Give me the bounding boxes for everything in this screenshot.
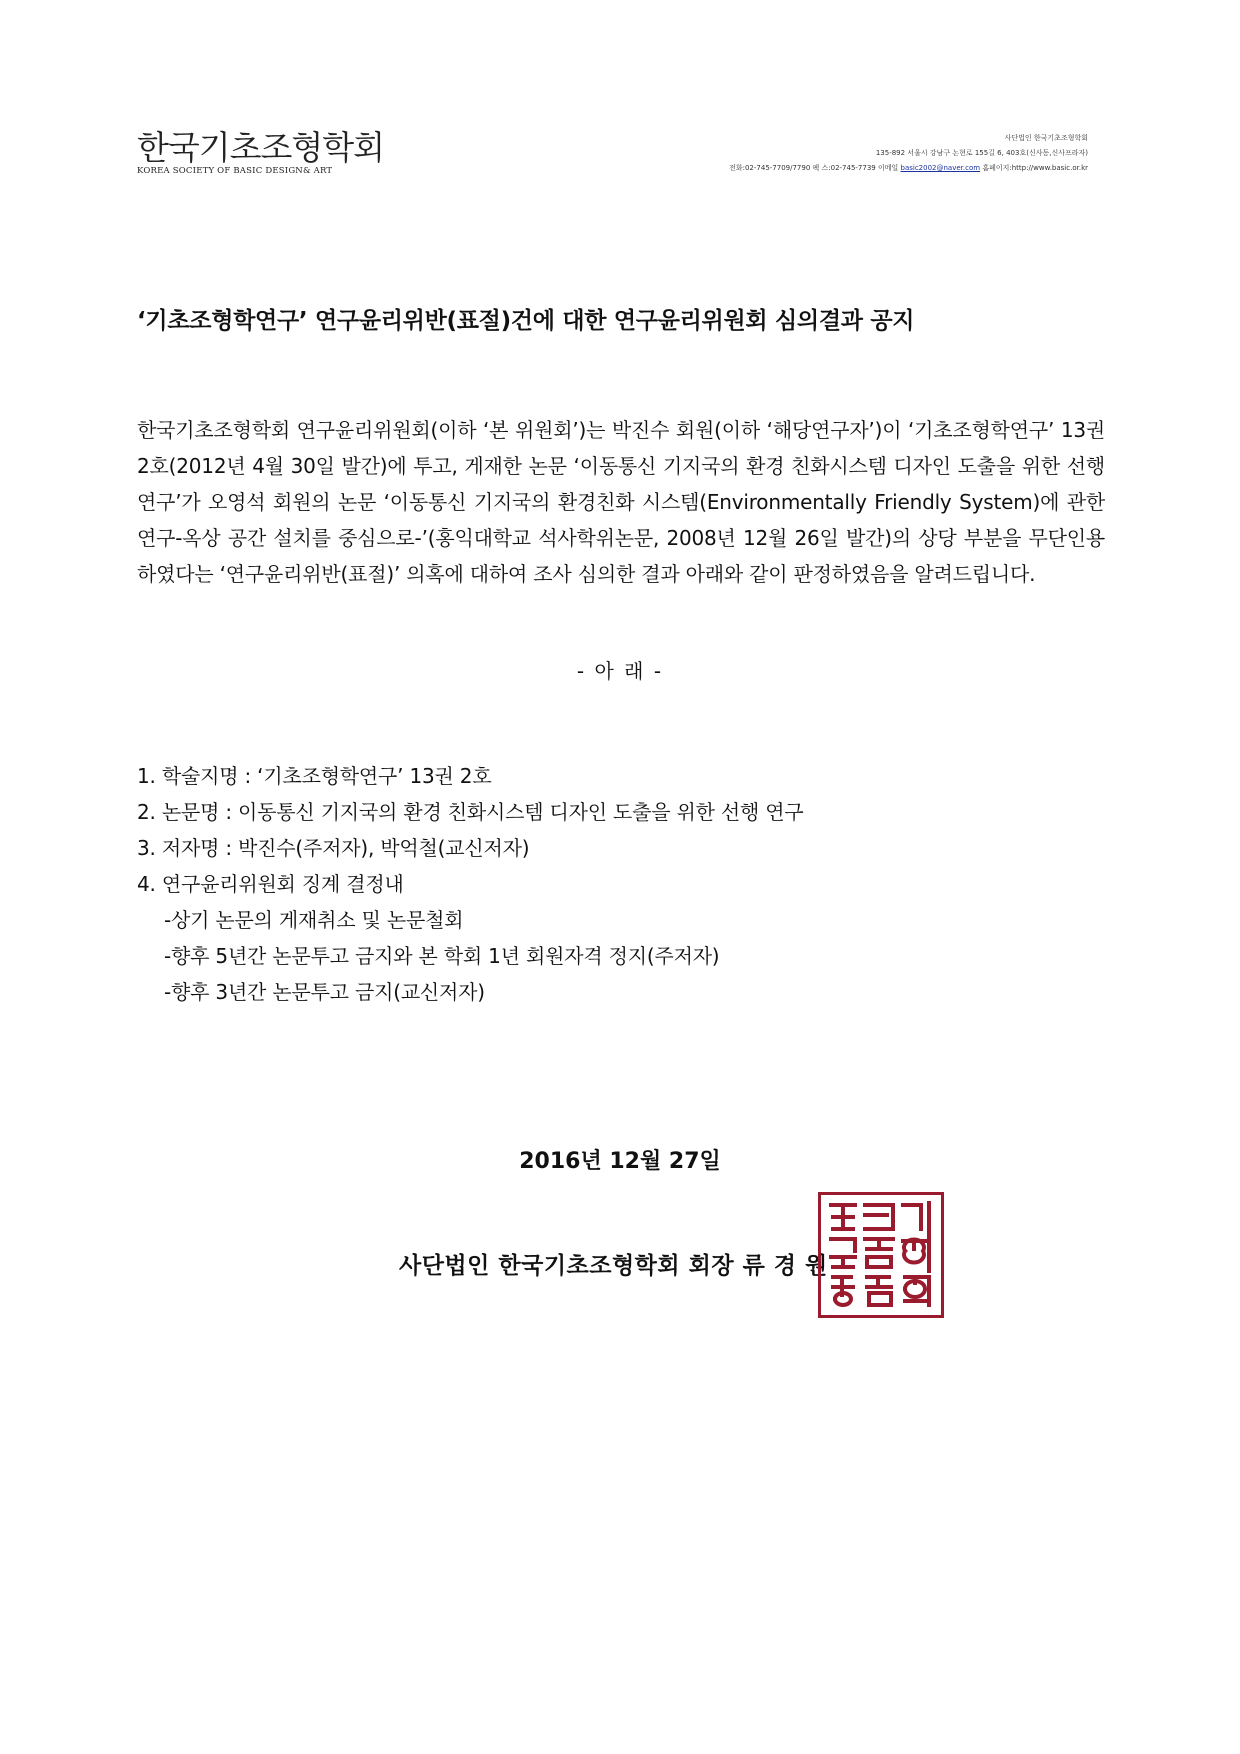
notice-title: ‘기초조형학연구’ 연구윤리위반(표절)건에 대한 연구윤리위원회 심의결과 공지 [137, 308, 915, 334]
phone-fax: 전화:02-745-7709/7790 팩 스:02-745-7739 이메일 [729, 164, 899, 172]
sub-item-retraction: -상기 논문의 게재취소 및 논문철회 [164, 908, 464, 932]
list-item-paper: 2. 논문명 : 이동통신 기지국의 환경 친화시스템 디자인 도출을 위한 선행 연구 [137, 800, 804, 824]
official-seal [818, 1192, 944, 1318]
logo-english-text: KOREA SOCIETY OF BASIC DESIGN& ART [137, 166, 333, 176]
decision-list [137, 758, 1105, 1010]
seal-icon [821, 1195, 941, 1315]
homepage: 홈페이지:http://www.basic.or.kr [982, 164, 1088, 172]
logo-korean-text: 한국기초조형학회 [137, 128, 385, 167]
list-item-journal: 1. 학술지명 : ‘기초조형학연구’ 13권 2호 [137, 764, 492, 788]
contact-line [568, 161, 1088, 176]
email-link[interactable]: basic2002@naver.com [900, 164, 981, 172]
society-logo [137, 128, 385, 176]
sub-item-main-author-penalty: -향후 5년간 논문투고 금지와 본 학회 1년 회원자격 정지(주저자) [164, 944, 720, 968]
notice-body: 한국기초조형학회 연구윤리위원회(이하 ‘본 위원회’)는 박진수 회원(이하 ‘해당연구자’)이 ‘기초조형학연구’ 13권 2호(2012년 4월 30일 발간)에 투고, 게재한 논문 ‘이동통신 기지국의 환경 친화시스템 디자인 도출을 위한 선행 연구’가 오영석 회원의 논문 ‘이동통신 기지국의 환경친화 시스템(Environmentally Friendly System)에 관한 연구-옥상 공간 설치를 중심으로-’(홍익대학교 석사학위논문, 2008년 12월 26일 발간)의 상당 부분을 무단인용하였다는 ‘연구윤리위반(표절)’ 의혹에 대하여 조사 심의한 결과 아래와 같이 판정하였음을 알려드립니다. [137, 418, 1105, 586]
notice-date: 2016년 12월 27일 [519, 1149, 721, 1174]
signature-line: 사단법인 한국기초조형학회 회장 류 경 원 [399, 1253, 828, 1279]
list-item-decision: 4. 연구윤리위원회 징계 결정내 [137, 872, 404, 896]
sub-item-corresponding-author-penalty: -향후 3년간 논문투고 금지(교신저자) [164, 980, 485, 1004]
address: 135-892 서울시 강남구 논현로 155길 6, 403호(신사동,신사프라자) [875, 149, 1088, 157]
org-name: 사단법인 한국기초조형학회 [1004, 134, 1088, 142]
list-item-authors: 3. 저자명 : 박진수(주저자), 박억철(교신저자) [137, 836, 530, 860]
contact-info [568, 131, 1088, 176]
below-marker: - 아 래 - [576, 659, 664, 683]
